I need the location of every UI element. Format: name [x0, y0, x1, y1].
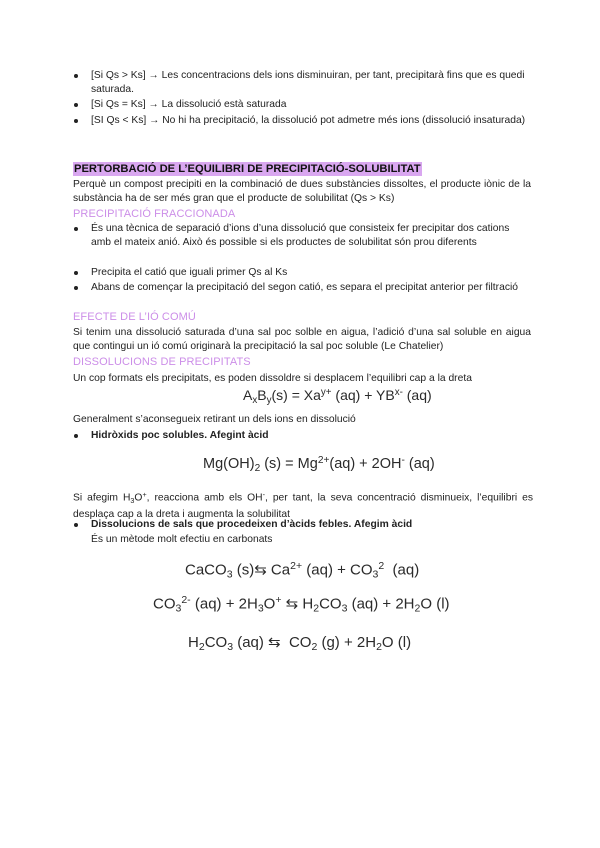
- ion-comu-text: Si tenim una dissolució saturada d’una sal poc solble en aigua, l’adició d’una sal soluble en aigua que contingui un ió comú originarà la precipitació la sal poc soluble (Le Chatelier): [73, 327, 531, 353]
- heading-precipitacio-fraccionada: PRECIPITACIÓ FRACCIONADA: [73, 208, 236, 220]
- bullet-qs-less: [91, 114, 531, 128]
- dissolucions-intro: Un cop formats els precipitats, es poden dissoldre si desplacem l’equilibri cap a la dreta: [73, 373, 472, 384]
- bullet-dot: [74, 523, 78, 527]
- bullet-qs-equal: [91, 98, 531, 112]
- bullet-qs-greater: [91, 69, 531, 97]
- dissolucions-general: Generalment s’aconsegueix retirant un dels ions en dissolució: [73, 414, 356, 425]
- heading-efecte-io-comu: EFECTE DE L’IÓ COMÚ: [73, 311, 196, 323]
- bullet-dot: [74, 74, 78, 78]
- bullet-text: Precipita el catió que iguali primer Qs al Ks: [91, 267, 288, 278]
- bullet-text: [Si Qs > Ks] → Les concentracions dels ions disminuiran, per tant, precipitarà fins que es quedi saturada.: [91, 70, 525, 96]
- bullet-hidroxids: [91, 429, 531, 443]
- bullet-dot: [74, 103, 78, 107]
- bullet-text: És una tècnica de separació d’ions d’una dissolució que consisteix fer precipitar dos cations amb el mateix anió. Això és possible si els productes de solubilitat són prou diferents: [91, 223, 510, 249]
- section-intro: Perquè un compost precipiti en la combinació de dues substàncies dissoltes, el producte iònic de la substància ha de ser més gran que el producte de solubilitat (Qs > Ks): [73, 179, 531, 205]
- bullet-dot: [74, 434, 78, 438]
- equation-hydroxide: $Mg(OH)_2$ $(s) = Mg^{2+}(aq) + 2OH^-$ (aq): [203, 455, 435, 475]
- afegim-part-c: , per tant, la seva concentració disminueix, l’equilibri es desplaça cap a la dreta i augmenta la solubilitat: [73, 492, 533, 520]
- section-title: PERTORBACIÓ DE L’EQUILIBRI DE PRECIPITACIÓ-SOLUBILITAT: [74, 163, 421, 175]
- equation-carbonate-3: $H_2CO_3$ (aq) ⇆ $CO_2$ $(g) + 2H_2O$ (l): [188, 634, 412, 654]
- bullet-text: [SI Qs < Ks] → No hi ha precipitació, la dissolució pot admetre més ions (dissolució insaturada): [91, 115, 526, 126]
- bullet-dot: [74, 119, 78, 123]
- equation-carbonate-2: $CO_3^{2-}$ $(aq) + 2H_3O^+$ ⇆ $H_2CO_3$ $(aq) + 2H_2O$ (l): [153, 594, 450, 615]
- bullet-text: [Si Qs = Ks] → La dissolució està saturada: [91, 99, 287, 110]
- bullet-frac-technique: [91, 222, 531, 250]
- carbonats-text: És un mètode molt efectiu en carbonats: [91, 534, 273, 545]
- afegim-part-a: Si afegim H: [73, 492, 131, 504]
- bullet-dot: [74, 271, 78, 275]
- bullet-frac-filter: [91, 281, 531, 295]
- bullet-text: Abans de començar la precipitació del segon catió, es separa el precipitat anterior per filtració: [91, 282, 518, 293]
- bullet-text: Hidròxids poc solubles. Afegint àcid: [91, 430, 269, 441]
- bullet-frac-first: [91, 266, 531, 280]
- equation-general: $A_xB_y(s) = Xa^{y+}$ $(aq) + YB^{x-}$ (aq): [243, 387, 432, 406]
- bullet-dot: [74, 227, 78, 231]
- afegim-text: Si afegim $H_3O^+$, reacciona amb els OH-, per tant, la seva concentració disminueix, l’equilibri es desplaça cap a la dreta i augmenta la solubilitat: [73, 490, 533, 520]
- bullet-text: Dissolucions de sals que procedeixen d’àcids febles. Afegim àcid: [91, 519, 413, 530]
- equation-carbonate-1: CaCO$_3$ (s)⇆ $Ca^{2+}$ $(aq) + CO_3^2$ (aq): [185, 560, 420, 581]
- bullet-sals-acids-febles: [91, 518, 531, 532]
- bullet-dot: [74, 286, 78, 290]
- heading-dissolucions-precipitats: DISSOLUCIONS DE PRECIPITATS: [73, 356, 251, 368]
- afegim-part-b: , reacciona amb els OH: [146, 492, 263, 504]
